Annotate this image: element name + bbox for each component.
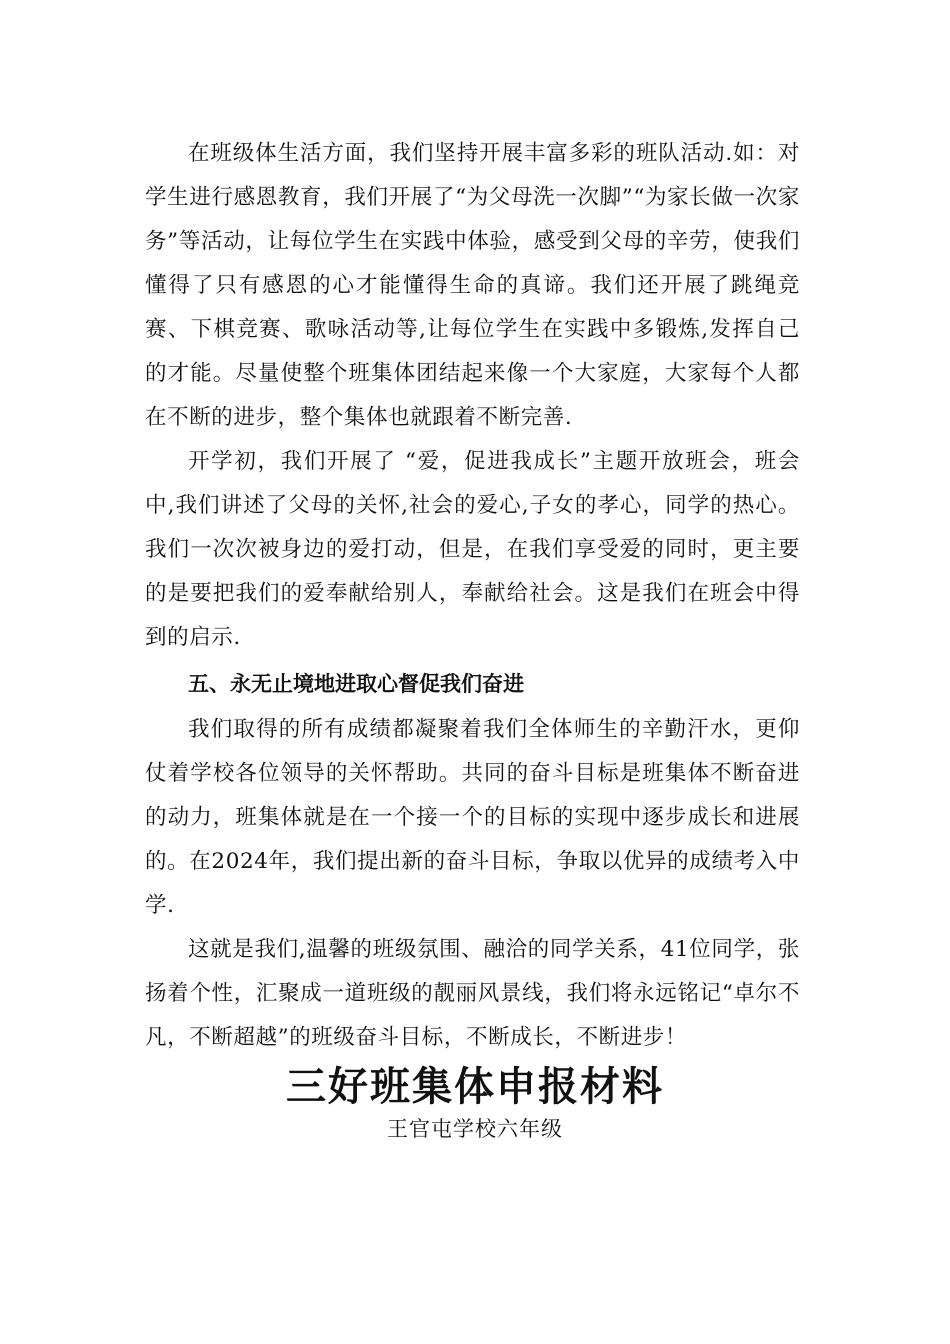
- paragraph-achievements: 我们取得的所有成绩都凝聚着我们全体师生的辛勤汗水，更仰仗着学校各位领导的关怀帮助。共同的奋斗目标是班集体不断奋进的动力，班集体就是在一个接一个的目标的实现中逐步成长和进展的。在2024年，我们提出新的奋斗目标，争取以优异的成绩考入中学.: [145, 717, 800, 918]
- document-subtitle: 王官屯学校六年级: [387, 1117, 563, 1141]
- document-title: 三好班集体申报材料: [286, 1063, 664, 1110]
- title-block: [0, 1060, 950, 1144]
- paragraph-conclusion: 这就是我们,温馨的班级氛围、融洽的同学关系，41位同学，张扬着个性，汇聚成一道班级的靓丽风景线，我们将永远铭记“卓尔不凡，不断超越”的班级奋斗目标，不断成长，不断进步！: [145, 937, 800, 1050]
- document-body: [145, 132, 800, 1060]
- paragraph-class-activities: 在班级体生活方面，我们坚持开展丰富多彩的班队活动.如：对学生进行感恩教育，我们开展了“为父母洗一次脚”“为家长做一次家务”等活动，让每位学生在实践中体验，感受到父母的辛劳，使我们懂得了只有感恩的心才能懂得生命的真谛。我们还开展了跳绳竞赛、下棋竞赛、歌咏活动等,让每位学生在实践中多锻炼,发挥自己的才能。尽量使整个班集体团结起来像一个大家庭，大家每个人都在不断的进步，整个集体也就跟着不断完善.: [145, 141, 800, 430]
- section-heading-five: 五、永无止境地进取心督促我们奋进: [188, 672, 524, 696]
- paragraph-class-meeting: 开学初，我们开展了 “爱，促进我成长”主题开放班会，班会中,我们讲述了父母的关怀,社会的爱心,子女的孝心，同学的热心。我们一次次被身边的爱打动，但是，在我们享受爱的同时，更主要的是要把我们的爱奉献给别人，奉献给社会。这是我们在班会中得到的启示.: [145, 449, 800, 650]
